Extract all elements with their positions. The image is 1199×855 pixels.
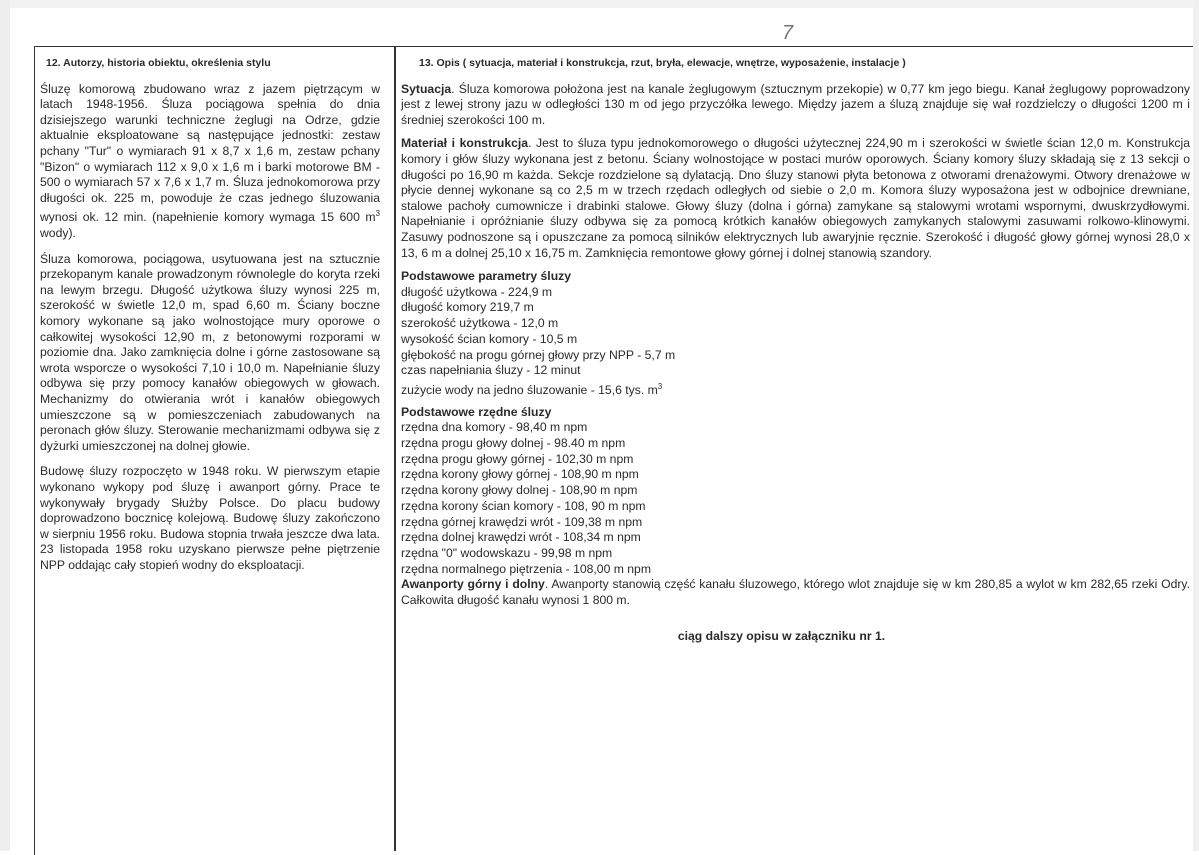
history-paragraph-3: Budowę śluzy rozpoczęto w 1948 roku. W pierwszym etapie wykonano wykopy pod śluzę i awanport górny. Prace te wykonywały brygady Służby Polsce. Do placu budowy doprowadzono bocznicę kolejową. Budowę śluzy zakończono w sierpniu 1956 roku. Budowa stopnia trwała jeszcze dwa lata. 23 listopada 1958 roku uzyskano pierwsze pełne piętrzenie NPP oddając cały stopień wodny do eksploatacji. <box>40 464 380 572</box>
level-item: rzędna korony ścian komory - 108, 90 m npm <box>401 498 646 513</box>
param-item: długość komory 219,7 m <box>401 300 534 315</box>
section-12-heading: 12. Autorzy, historia obiektu, określenia stylu <box>46 57 271 69</box>
section-12 <box>40 56 380 583</box>
sytuacja-text: . Śluza komorowa położona jest na kanale żeglugowym (sztucznym przekopie) w 0,77 km jego biegu. Kanał żeglugowy poprowadzony jest z lewej strony jazu w odległości 130 m od jego przyczółka lewego. Między jazem a śluzą znajduje się wał rozdzielczy o długości 1200 m i średniej szerokości 100 m. <box>401 81 1190 127</box>
section-13-heading: 13. Opis ( sytuacja, materiał i konstrukcja, rzut, bryła, elewacje, wnętrze, wyposażenie, instalacje ) <box>419 57 906 69</box>
level-item: rzędna korony głowy górnej - 108,90 m npm <box>401 467 639 482</box>
levels-list <box>401 420 1190 577</box>
level-item: rzędna górnej krawędzi wrót - 109,38 m npm <box>401 514 643 529</box>
level-item: rzędna progu głowy dolnej - 98.40 m npm <box>401 436 626 450</box>
level-item: rzędna dna komory - 98,40 m npm <box>401 420 588 435</box>
history-paragraph-1 <box>40 82 380 242</box>
param-item: długość użytkowa - 224,9 m <box>401 284 553 299</box>
cubic-sup: 3 <box>657 381 663 391</box>
scan-edge-top <box>0 0 1199 8</box>
history-paragraph-2: Śluza komorowa, pociągowa, usytuowana jest na sztucznie przekopanym kanale prowadzonym równolegle do koryta rzeki na lewym brzegu. Długość użytkowa śluzy wynosi 225 m, szerokość w świetle 12,0 m, spad 6,60 m. Ściany boczne komory wykonane są jako wolnostojące mury oporowe o całkowitej wysokości 12,90 m, z betonowymi rozporami w poziomie dna. Jako zamknięcia dolne i górne zastosowane są wrota wsporcze o wysokości 7,10 i 10,0 m. Napełnianie śluzy odbywa się przy pomocy kanałów obiegowych w głowach. Mechanizmy do otwierania wrót i kanałów obiegowych umieszczone są w pomieszczeniach zabudowanych na peronach głów śluzy. Sterowanie mechanizmami odbywa się z dyżurki umieszczonej na dolnej głowie. <box>40 251 380 453</box>
awanporty-paragraph <box>401 577 1190 608</box>
continuation-note: ciąg dalszy opisu w załączniku nr 1. <box>677 628 886 643</box>
level-item: rzędna "0" wodowskazu - 99,98 m npm <box>401 545 613 560</box>
material-label: Materiał i konstrukcja <box>401 136 529 151</box>
material-paragraph <box>401 136 1190 261</box>
param-item-last <box>401 379 1190 399</box>
param-item: głębokość na progu górnej głowy przy NPP - 5,7 m <box>401 347 676 362</box>
history-paragraph-1-text: Śluzę komorową zbudowano wraz z jazem piętrzącym w latach 1948-1956. Śluza pociągowa spełnia do dnia dzisiejszego warunki techniczne żeglugi na Odrze, gdzie aktualnie eksploatowane są następujące jednostki: zestaw pchany "Tur" o wymiarach 91 x 8,7 x 1,6 m, zestaw pchany "Bizon" o wymiarach 112 x 9,0 x 1,6 m i barki motorowe BM - 500 o wymiarach 57 x 7,6 x 1,7 m. Śluza jednokomorowa przy długości ok. 225 m, powoduje że czas jednego śluzowania wynosi ok. 12 min. (napełnienie komory wymaga 15 600 m <box>40 81 380 225</box>
param-item: czas napełniania śluzy - 12 minut <box>401 363 581 378</box>
level-item: rzędna normalnego piętrzenia - 108,00 m npm <box>401 561 651 576</box>
page-mark: 7 <box>782 22 794 44</box>
scan-edge-right <box>1193 0 1199 851</box>
scan-edge-left <box>0 0 10 851</box>
awanporty-label: Awanporty górny i dolny <box>401 577 545 592</box>
params-title: Podstawowe parametry śluzy <box>401 269 572 284</box>
sytuacja-paragraph <box>401 82 1190 129</box>
param-water-usage: zużycie wody na jedno śluzowanie - 15,6 tys. m <box>401 383 658 397</box>
section-13 <box>401 56 1190 644</box>
level-item: rzędna progu głowy górnej - 102,30 m npm <box>401 451 634 466</box>
level-item: rzędna dolnej krawędzi wrót - 108,34 m npm <box>401 530 641 545</box>
sytuacja-label: Sytuacja <box>401 81 452 96</box>
cubic-sup: 3 <box>375 209 380 219</box>
levels-title: Podstawowe rzędne śluzy <box>401 404 552 419</box>
param-item: wysokość ścian komory - 10,5 m <box>401 331 578 346</box>
awanporty-text: . Awanporty stanowią część kanału śluzowego, którego wlot znajduje się w km 280,85 a wylot w km 282,65 rzeki Odry. Całkowita długość kanału wynosi 1 800 m. <box>401 577 1191 607</box>
history-paragraph-1-end: wody). <box>40 226 76 240</box>
column-divider <box>394 46 396 851</box>
material-text: . Jest to śluza typu jednokomorowego o długości użytecznej 224,90 m i szerokości w świetle ścian 12,0 m. Konstrukcja komory i głów śluzy wykonana jest z betonu. Ściany wolnostojące w postaci murów oporowych. Ściany komory śluzy składają się z 13 sekcji o długości po 16,90 m każda. Sekcje rozdzielone są dylatacją. Dno śluzy stanowi płyta betonowa z otworami drenażowymi. Otwory drenażowe w płycie dennej wykonane są co 2,5 m w trzech rzędach odległych od siebie o 2,0 m. Komora śluzy wyposażona jest w odbojnice drewniane, stalowe pachoły cumownicze i drabinki stalowe. Głowy śluzy (dolna i górna) zamykane są stalowymi wrotami wspornymi, dwuskrzydłowymi. Napełnianie i opróżnianie śluzy odbywa się za pomocą krótkich kanałów obiegowych zamykanych stalowymi zasuwami rolkowo-klinowymi. Zasuwy podnoszone są i opuszczane za pomocą silników elektrycznych lub awaryjnie ręcznie. Szerokość i długość głowy górnej wynosi 28,0 x 13, 6 m a dolnej 25,10 x 16,75 m. Zamknięcia remontowe głowy górnej i dolnej stanowią szandory. <box>401 136 1190 260</box>
level-item: rzędna korony głowy dolnej - 108,90 m npm <box>401 483 638 498</box>
params-list <box>401 285 1190 399</box>
param-item: szerokość użytkowa - 12,0 m <box>401 316 559 331</box>
